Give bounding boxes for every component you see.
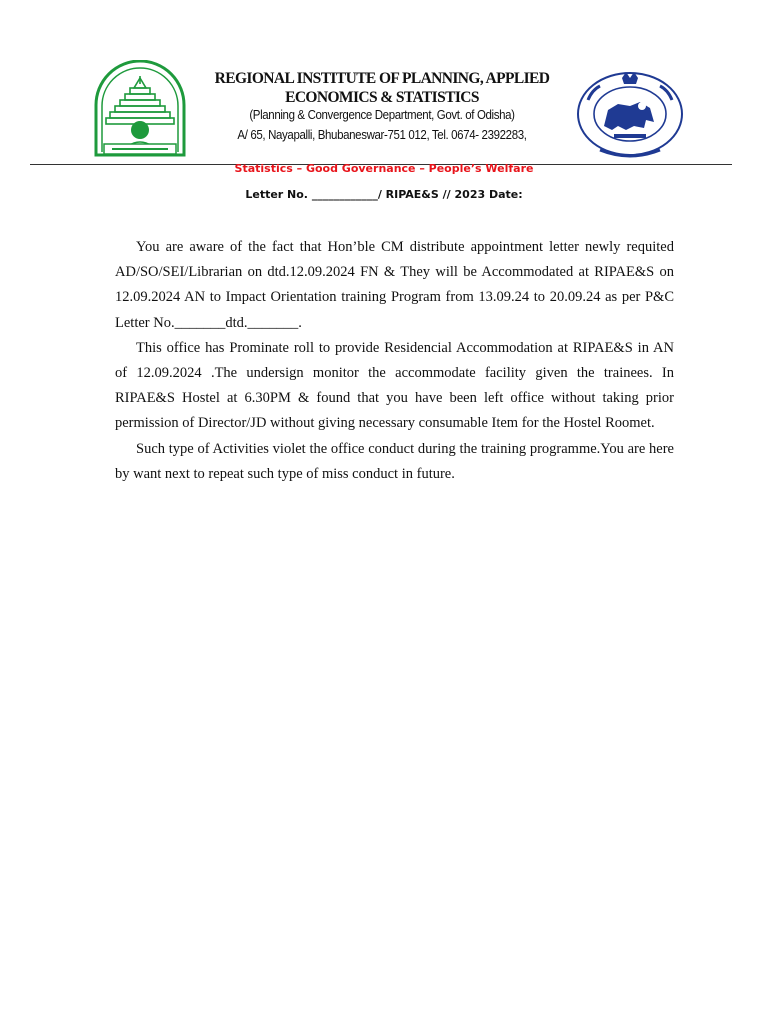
motto: Statistics – Good Governance – People’s Welfare	[234, 162, 534, 175]
department-line: (Planning & Convergence Department, Govt. of Odisha)	[249, 108, 515, 122]
letter-number-line: Letter No. ____________/ RIPAE&S // 2023 Date:	[245, 188, 523, 201]
institute-title-line2: ECONOMICS & STATISTICS	[285, 89, 479, 106]
paragraph: You are aware of the fact that Hon’ble CM distribute appointment letter newly requited AD/SO/SEI/Librarian on dtd.12.09.2024 FN & They will be Accommodated at RIPAE&S on 12.09.2024 AN to Impact Orientation training Program from 13.09.24 to 20.09.24 as per P&C Letter No._______dtd._______.	[115, 239, 674, 331]
letter-body	[115, 235, 674, 487]
paragraph: Such type of Activities violet the office conduct during the training programme.You are here by want next to repeat such type of miss conduct in future.	[115, 440, 674, 482]
paragraph: This office has Prominate roll to provide Residencial Accommodation at RIPAE&S in AN of 12.09.2024 .The undersign monitor the accommodate facility given the trainees. In RIPAE&S Hostel at 6.30PM & found that you have been left office without taking prior permission of Director/JD without giving necessary consumable Item for the Hostel Roomet.	[115, 339, 674, 432]
institute-logo	[90, 60, 190, 160]
address-line: A/ 65, Nayapalli, Bhubaneswar-751 012, Tel. 0674- 2392283,	[237, 128, 527, 142]
odisha-emblem-logo	[574, 70, 686, 158]
institute-title-line1: REGIONAL INSTITUTE OF PLANNING, APPLIED	[214, 70, 550, 87]
